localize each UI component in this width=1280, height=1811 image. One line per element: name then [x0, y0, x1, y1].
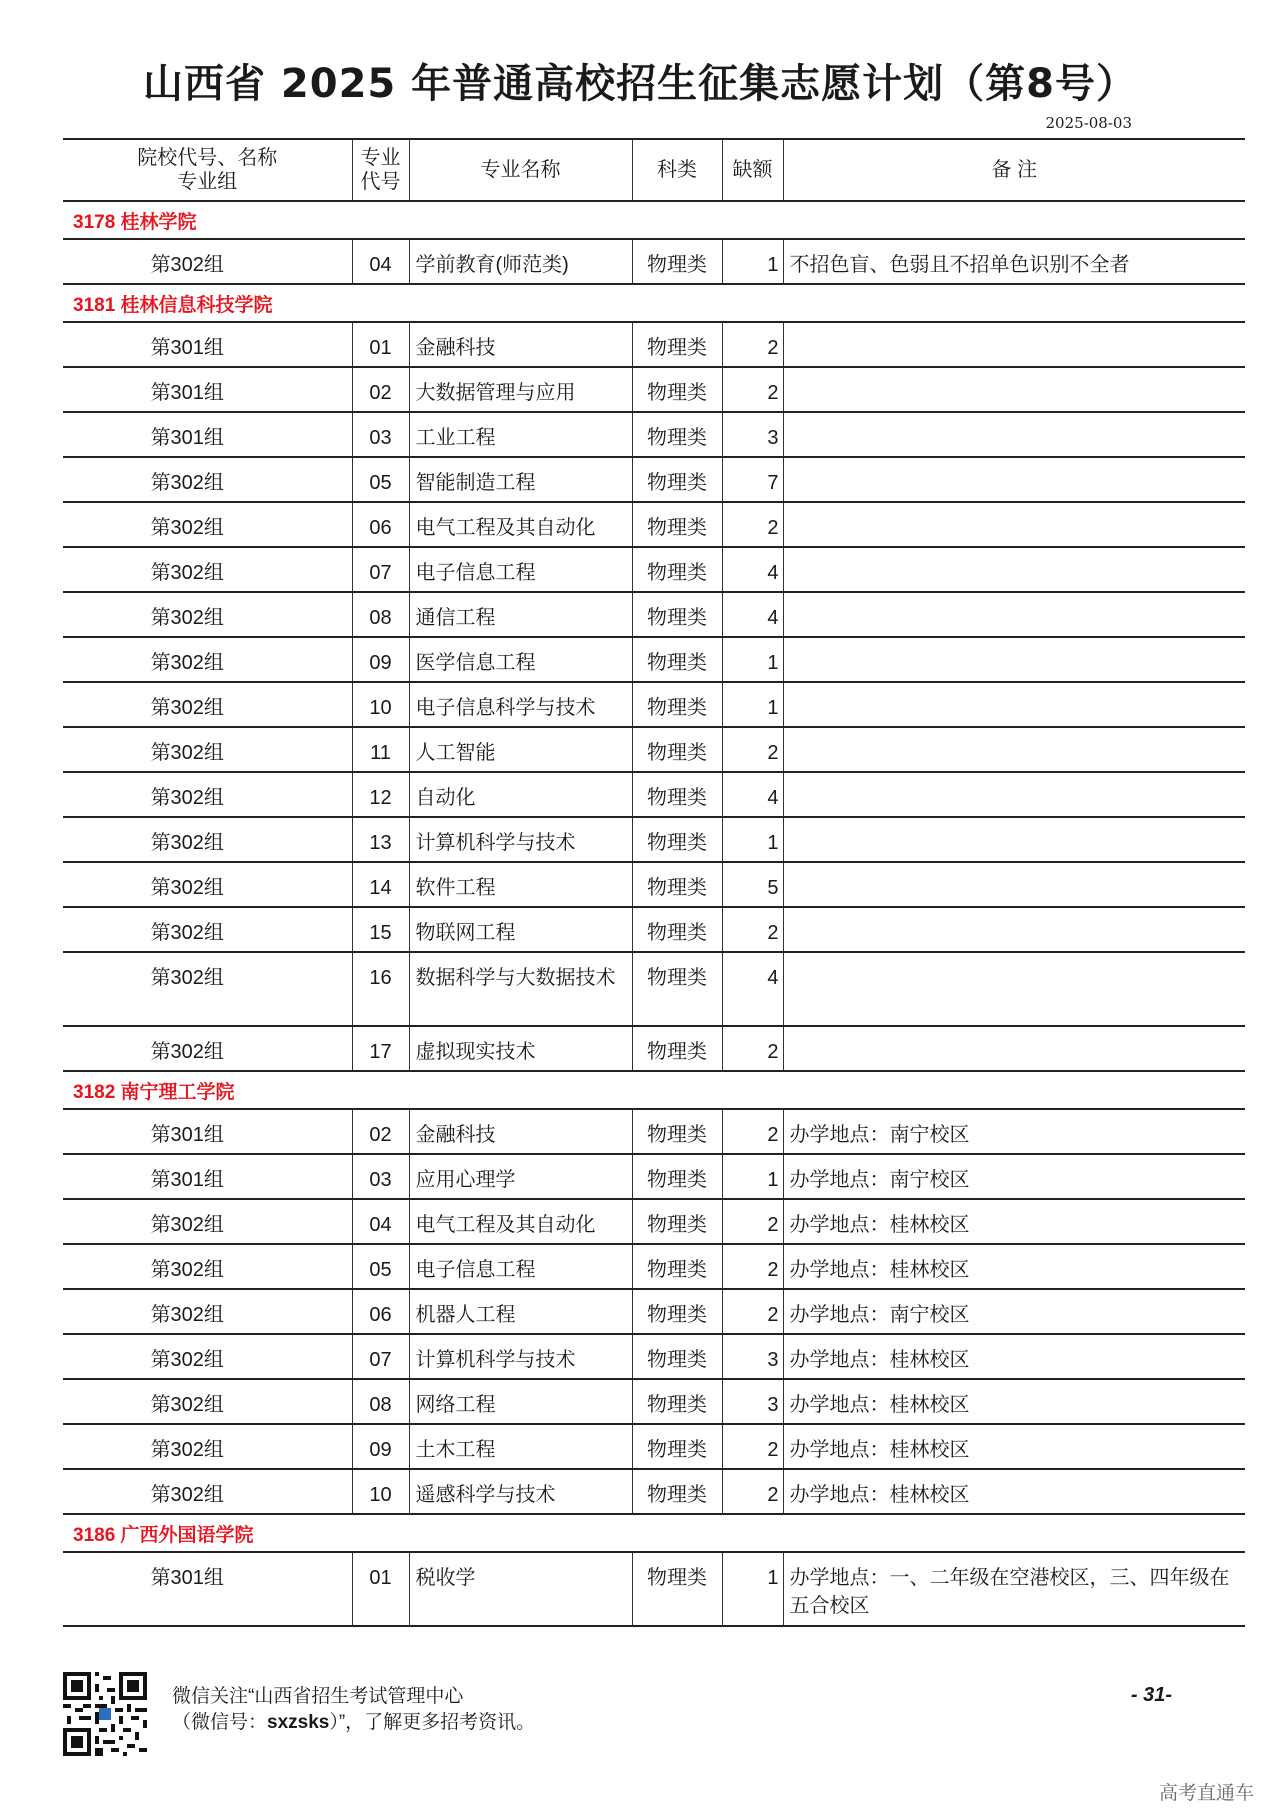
category-cell: 物理类 [632, 502, 722, 547]
category-cell: 物理类 [632, 862, 722, 907]
vacancy-cell: 4 [722, 772, 783, 817]
school-header-row [63, 201, 1245, 239]
school-name: 3182 南宁理工学院 [63, 1071, 1245, 1109]
remark-cell [783, 547, 1245, 592]
table-row [63, 1379, 1245, 1424]
qr-code-icon [63, 1672, 147, 1756]
major-name-cell: 土木工程 [409, 1424, 632, 1469]
table-row [63, 682, 1245, 727]
remark-cell [783, 727, 1245, 772]
group-cell: 第301组 [63, 322, 352, 367]
major-name-cell: 网络工程 [409, 1379, 632, 1424]
table-row [63, 1244, 1245, 1289]
table-row [63, 817, 1245, 862]
remark-cell [783, 412, 1245, 457]
table-row [63, 239, 1245, 284]
group-cell: 第302组 [63, 817, 352, 862]
major-code-cell: 03 [352, 412, 409, 457]
vacancy-cell: 1 [722, 1552, 783, 1626]
remark-cell: 办学地点：桂林校区 [783, 1469, 1245, 1514]
category-cell: 物理类 [632, 952, 722, 1026]
watermark: 高考直通车 [1158, 1783, 1254, 1804]
major-code-cell: 13 [352, 817, 409, 862]
major-code-cell: 02 [352, 367, 409, 412]
vacancy-cell: 2 [722, 1289, 783, 1334]
major-code-cell: 01 [352, 322, 409, 367]
major-code-cell: 10 [352, 1469, 409, 1514]
remark-cell: 办学地点：一、二年级在空港校区，三、四年级在五合校区 [783, 1552, 1245, 1626]
major-name-cell: 数据科学与大数据技术 [409, 952, 632, 1026]
category-cell: 物理类 [632, 412, 722, 457]
category-cell: 物理类 [632, 1469, 722, 1514]
table-row [63, 1289, 1245, 1334]
table-row [63, 412, 1245, 457]
category-cell: 物理类 [632, 367, 722, 412]
table-row [63, 502, 1245, 547]
major-code-cell: 03 [352, 1154, 409, 1199]
category-cell: 物理类 [632, 727, 722, 772]
category-cell: 物理类 [632, 239, 722, 284]
major-code-cell: 06 [352, 1289, 409, 1334]
footer-line-1: 微信关注“山西省招生考试管理中心 [172, 1686, 464, 1707]
group-cell: 第302组 [63, 1379, 352, 1424]
header-vacancy: 缺额 [722, 139, 783, 201]
remark-cell: 办学地点：南宁校区 [783, 1289, 1245, 1334]
category-cell: 物理类 [632, 322, 722, 367]
major-name-cell: 电子信息科学与技术 [409, 682, 632, 727]
remark-cell: 办学地点：桂林校区 [783, 1424, 1245, 1469]
major-code-cell: 08 [352, 1379, 409, 1424]
vacancy-cell: 2 [722, 502, 783, 547]
header-category: 科类 [632, 139, 722, 201]
major-code-cell: 05 [352, 1244, 409, 1289]
footer-line-2-post: ）”，了解更多招考资讯。 [329, 1712, 536, 1733]
remark-cell [783, 637, 1245, 682]
category-cell: 物理类 [632, 1379, 722, 1424]
category-cell: 物理类 [632, 1552, 722, 1626]
group-cell: 第302组 [63, 682, 352, 727]
vacancy-cell: 7 [722, 457, 783, 502]
major-name-cell: 电子信息工程 [409, 1244, 632, 1289]
group-cell: 第302组 [63, 637, 352, 682]
vacancy-cell: 5 [722, 862, 783, 907]
vacancy-cell: 2 [722, 1244, 783, 1289]
header-school [63, 139, 352, 201]
table-row [63, 772, 1245, 817]
table-row [63, 907, 1245, 952]
major-code-cell: 16 [352, 952, 409, 1026]
vacancy-cell: 3 [722, 412, 783, 457]
major-code-cell: 17 [352, 1026, 409, 1071]
remark-cell: 不招色盲、色弱且不招单色识别不全者 [783, 239, 1245, 284]
group-cell: 第301组 [63, 1154, 352, 1199]
category-cell: 物理类 [632, 1244, 722, 1289]
group-cell: 第301组 [63, 412, 352, 457]
vacancy-cell: 4 [722, 952, 783, 1026]
table-row [63, 592, 1245, 637]
major-code-cell: 11 [352, 727, 409, 772]
major-code-cell: 04 [352, 1199, 409, 1244]
major-name-cell: 电气工程及其自动化 [409, 1199, 632, 1244]
group-cell: 第301组 [63, 1109, 352, 1154]
header-group-label: 专业组 [177, 171, 238, 193]
category-cell: 物理类 [632, 817, 722, 862]
vacancy-cell: 1 [722, 637, 783, 682]
major-name-cell: 软件工程 [409, 862, 632, 907]
major-code-cell: 09 [352, 637, 409, 682]
major-name-cell: 计算机科学与技术 [409, 1334, 632, 1379]
publish-date: 2025-08-03 [1045, 114, 1132, 132]
table-row [63, 952, 1245, 1026]
group-cell: 第302组 [63, 457, 352, 502]
category-cell: 物理类 [632, 1289, 722, 1334]
header-remarks: 备 注 [783, 139, 1245, 201]
major-name-cell: 大数据管理与应用 [409, 367, 632, 412]
major-code-cell: 02 [352, 1109, 409, 1154]
group-cell: 第302组 [63, 547, 352, 592]
category-cell: 物理类 [632, 1199, 722, 1244]
vacancy-cell: 1 [722, 1154, 783, 1199]
category-cell: 物理类 [632, 637, 722, 682]
enrollment-plan-table [63, 138, 1245, 1627]
vacancy-cell: 2 [722, 1109, 783, 1154]
school-name: 3186 广西外国语学院 [63, 1514, 1245, 1552]
vacancy-cell: 1 [722, 239, 783, 284]
table-row [63, 1334, 1245, 1379]
category-cell: 物理类 [632, 682, 722, 727]
group-cell: 第302组 [63, 907, 352, 952]
table-row [63, 1424, 1245, 1469]
major-code-cell: 10 [352, 682, 409, 727]
major-name-cell: 虚拟现实技术 [409, 1026, 632, 1071]
category-cell: 物理类 [632, 1026, 722, 1071]
group-cell: 第302组 [63, 1469, 352, 1514]
table-header-row [63, 139, 1245, 201]
major-code-cell: 09 [352, 1424, 409, 1469]
remark-cell: 办学地点：南宁校区 [783, 1154, 1245, 1199]
major-name-cell: 学前教育(师范类) [409, 239, 632, 284]
remark-cell [783, 862, 1245, 907]
category-cell: 物理类 [632, 1109, 722, 1154]
remark-cell [783, 502, 1245, 547]
major-code-cell: 12 [352, 772, 409, 817]
footer-wechat-note [172, 1684, 535, 1736]
table-body [63, 201, 1245, 1626]
group-cell: 第302组 [63, 772, 352, 817]
vacancy-cell: 2 [722, 1199, 783, 1244]
remark-cell [783, 682, 1245, 727]
table-row [63, 727, 1245, 772]
major-code-cell: 05 [352, 457, 409, 502]
school-header-row [63, 284, 1245, 322]
table-row [63, 367, 1245, 412]
group-cell: 第302组 [63, 1424, 352, 1469]
major-name-cell: 机器人工程 [409, 1289, 632, 1334]
group-cell: 第302组 [63, 1244, 352, 1289]
vacancy-cell: 2 [722, 1424, 783, 1469]
remark-cell [783, 952, 1245, 1026]
major-name-cell: 自动化 [409, 772, 632, 817]
major-code-cell: 07 [352, 1334, 409, 1379]
remark-cell: 办学地点：南宁校区 [783, 1109, 1245, 1154]
category-cell: 物理类 [632, 1424, 722, 1469]
category-cell: 物理类 [632, 592, 722, 637]
category-cell: 物理类 [632, 1154, 722, 1199]
header-major-name: 专业名称 [409, 139, 632, 201]
major-name-cell: 电子信息工程 [409, 547, 632, 592]
major-code-cell: 08 [352, 592, 409, 637]
major-name-cell: 工业工程 [409, 412, 632, 457]
remark-cell [783, 457, 1245, 502]
school-header-row [63, 1514, 1245, 1552]
school-name: 3178 桂林学院 [63, 201, 1245, 239]
group-cell: 第302组 [63, 1334, 352, 1379]
major-name-cell: 智能制造工程 [409, 457, 632, 502]
table-row [63, 1109, 1245, 1154]
remark-cell [783, 817, 1245, 862]
vacancy-cell: 2 [722, 1469, 783, 1514]
remark-cell: 办学地点：桂林校区 [783, 1379, 1245, 1424]
remark-cell [783, 772, 1245, 817]
table-row [63, 1552, 1245, 1626]
category-cell: 物理类 [632, 457, 722, 502]
table-row [63, 1469, 1245, 1514]
major-code-cell: 04 [352, 239, 409, 284]
group-cell: 第302组 [63, 502, 352, 547]
vacancy-cell: 2 [722, 367, 783, 412]
page-title: 山西省 2025 年普通高校招生征集志愿计划（第8号） [142, 61, 1137, 107]
vacancy-cell: 1 [722, 682, 783, 727]
major-name-cell: 遥感科学与技术 [409, 1469, 632, 1514]
major-name-cell: 物联网工程 [409, 907, 632, 952]
table-row [63, 1199, 1245, 1244]
vacancy-cell: 3 [722, 1334, 783, 1379]
major-code-cell: 15 [352, 907, 409, 952]
footer-wechat-id: sxzsks [267, 1712, 330, 1733]
group-cell: 第301组 [63, 367, 352, 412]
group-cell: 第302组 [63, 1199, 352, 1244]
remark-cell [783, 367, 1245, 412]
group-cell: 第302组 [63, 1289, 352, 1334]
footer-line-2 [172, 1710, 535, 1736]
major-name-cell: 电气工程及其自动化 [409, 502, 632, 547]
major-name-cell: 税收学 [409, 1552, 632, 1626]
group-cell: 第302组 [63, 862, 352, 907]
remark-cell [783, 322, 1245, 367]
category-cell: 物理类 [632, 772, 722, 817]
table-row [63, 457, 1245, 502]
vacancy-cell: 3 [722, 1379, 783, 1424]
table-row [63, 862, 1245, 907]
major-name-cell: 计算机科学与技术 [409, 817, 632, 862]
vacancy-cell: 1 [722, 817, 783, 862]
page-number: - 31- [1130, 1684, 1172, 1706]
vacancy-cell: 2 [722, 907, 783, 952]
table-row [63, 547, 1245, 592]
group-cell: 第302组 [63, 727, 352, 772]
major-code-cell: 14 [352, 862, 409, 907]
major-code-cell: 01 [352, 1552, 409, 1626]
major-name-cell: 应用心理学 [409, 1154, 632, 1199]
remark-cell: 办学地点：桂林校区 [783, 1199, 1245, 1244]
vacancy-cell: 2 [722, 727, 783, 772]
major-name-cell: 人工智能 [409, 727, 632, 772]
category-cell: 物理类 [632, 907, 722, 952]
header-major-code [352, 139, 409, 201]
table-row [63, 1026, 1245, 1071]
table-row [63, 1154, 1245, 1199]
major-code-cell: 07 [352, 547, 409, 592]
school-header-row [63, 1071, 1245, 1109]
group-cell: 第302组 [63, 952, 352, 1026]
header-major-code-line2: 代号 [360, 171, 401, 193]
table-row [63, 322, 1245, 367]
group-cell: 第302组 [63, 592, 352, 637]
table-row [63, 637, 1245, 682]
category-cell: 物理类 [632, 547, 722, 592]
remark-cell [783, 592, 1245, 637]
vacancy-cell: 4 [722, 547, 783, 592]
major-name-cell: 医学信息工程 [409, 637, 632, 682]
major-name-cell: 通信工程 [409, 592, 632, 637]
group-cell: 第302组 [63, 239, 352, 284]
category-cell: 物理类 [632, 1334, 722, 1379]
remark-cell: 办学地点：桂林校区 [783, 1334, 1245, 1379]
header-major-code-line1: 专业 [360, 147, 401, 169]
major-name-cell: 金融科技 [409, 1109, 632, 1154]
remark-cell [783, 1026, 1245, 1071]
vacancy-cell: 2 [722, 1026, 783, 1071]
school-name: 3181 桂林信息科技学院 [63, 284, 1245, 322]
remark-cell: 办学地点：桂林校区 [783, 1244, 1245, 1289]
footer-line-2-pre: （微信号： [172, 1712, 268, 1733]
group-cell: 第301组 [63, 1552, 352, 1626]
major-name-cell: 金融科技 [409, 322, 632, 367]
vacancy-cell: 2 [722, 322, 783, 367]
group-cell: 第302组 [63, 1026, 352, 1071]
remark-cell [783, 907, 1245, 952]
major-code-cell: 06 [352, 502, 409, 547]
header-school-label: 院校代号、名称 [137, 147, 278, 169]
vacancy-cell: 4 [722, 592, 783, 637]
